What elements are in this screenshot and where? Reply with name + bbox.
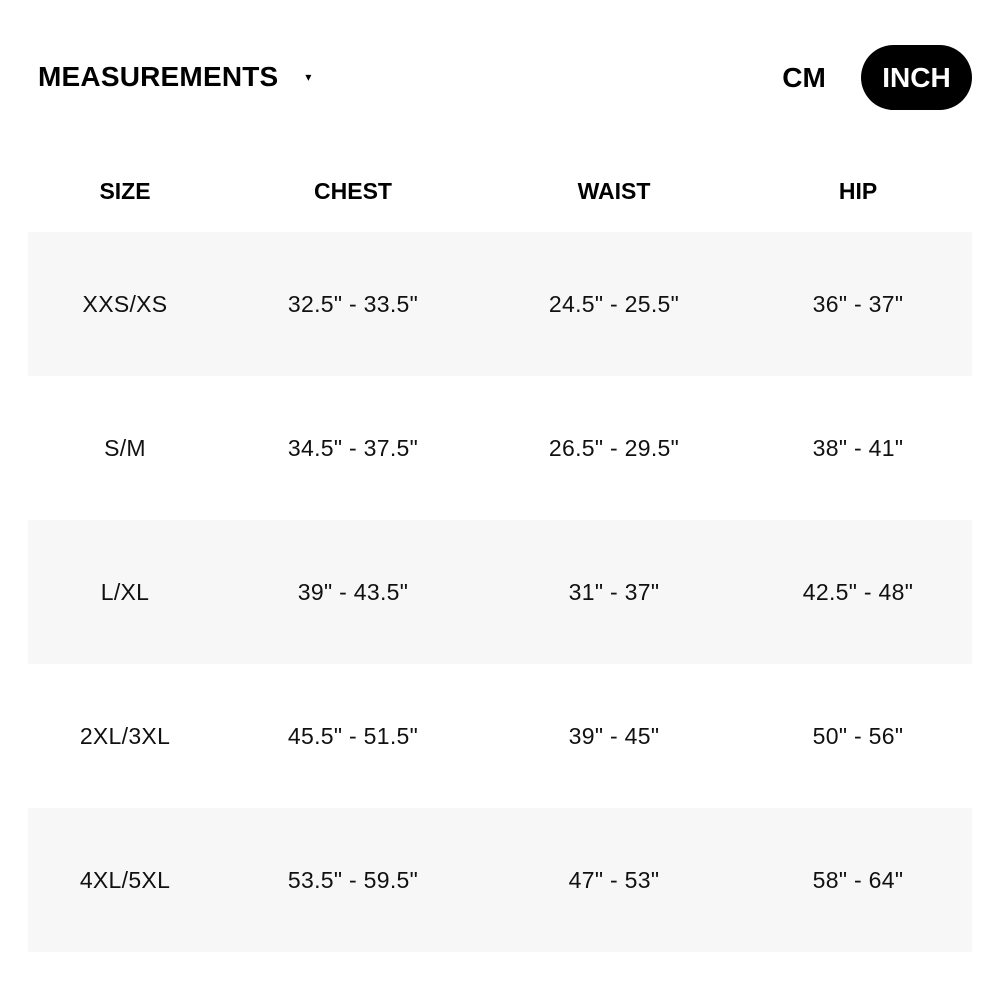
chest-cell: 53.5" - 59.5"	[287, 866, 419, 893]
hip-cell: 58" - 64"	[812, 866, 904, 893]
chest-cell: 34.5" - 37.5"	[287, 434, 419, 461]
chest-cell: 45.5" - 51.5"	[287, 722, 419, 749]
size-cell: S/M	[104, 434, 146, 461]
size-cell: 4XL/5XL	[79, 866, 171, 893]
hip-cell: 36" - 37"	[812, 290, 904, 317]
column-header-size: SIZE	[99, 177, 151, 204]
waist-cell: 47" - 53"	[568, 866, 660, 893]
dropdown-label: MEASUREMENTS	[38, 61, 279, 92]
table-row	[28, 664, 972, 808]
unit-cm-button[interactable]: CM	[782, 61, 826, 93]
column-header-hip: HIP	[838, 177, 878, 204]
unit-inch-button[interactable]: INCH	[861, 45, 972, 110]
table-row	[28, 808, 972, 952]
measurements-dropdown[interactable]	[38, 56, 314, 98]
hip-cell: 38" - 41"	[812, 434, 904, 461]
size-cell: L/XL	[100, 578, 150, 605]
chest-cell: 32.5" - 33.5"	[287, 290, 419, 317]
size-cell: XXS/XS	[82, 290, 168, 317]
size-chart-header	[0, 0, 1000, 150]
table-row	[28, 520, 972, 664]
waist-cell: 26.5" - 29.5"	[548, 434, 680, 461]
hip-cell: 42.5" - 48"	[802, 578, 914, 605]
size-cell: 2XL/3XL	[79, 722, 171, 749]
table-header-row	[28, 150, 972, 232]
caret-down-icon: ▾	[305, 70, 312, 84]
hip-cell: 50" - 56"	[812, 722, 904, 749]
table-row	[28, 376, 972, 520]
unit-toggle	[769, 45, 972, 110]
column-header-waist: WAIST	[577, 177, 651, 204]
waist-cell: 31" - 37"	[568, 578, 660, 605]
column-header-chest: CHEST	[314, 177, 392, 204]
table-row	[28, 232, 972, 376]
waist-cell: 24.5" - 25.5"	[548, 290, 680, 317]
waist-cell: 39" - 45"	[568, 722, 660, 749]
chest-cell: 39" - 43.5"	[297, 578, 409, 605]
size-table	[28, 150, 972, 952]
